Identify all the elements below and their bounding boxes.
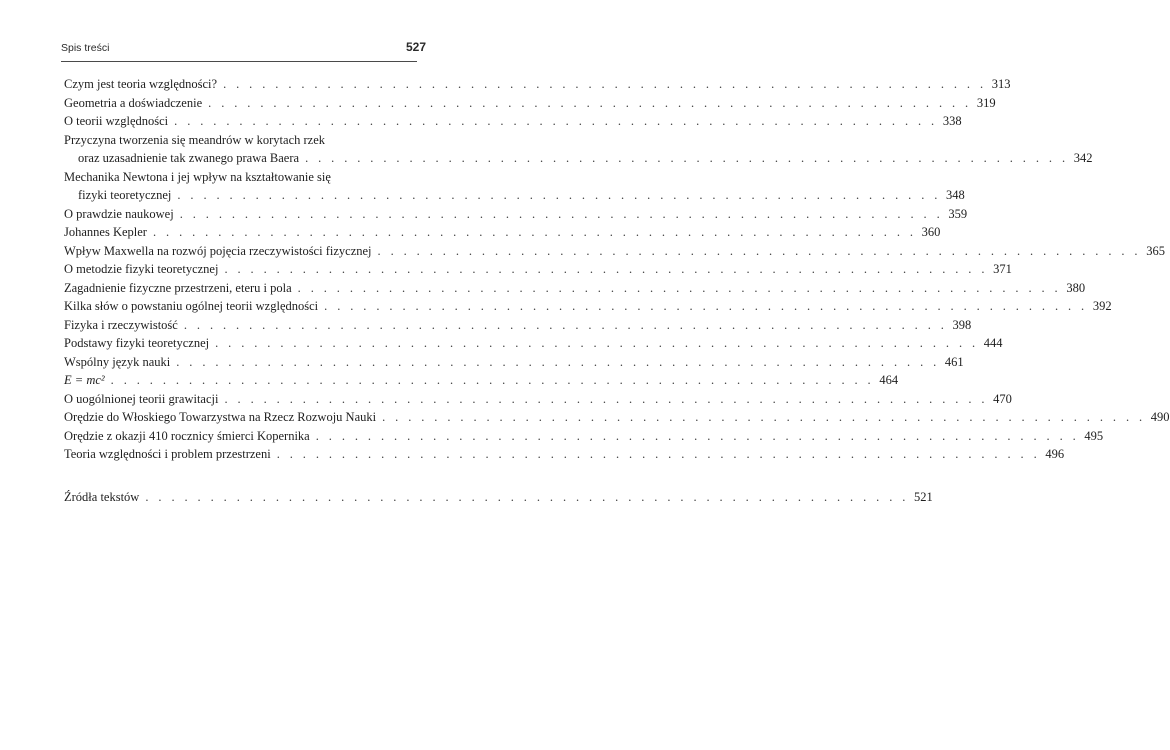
- toc-entry-page: 360: [921, 225, 941, 239]
- toc-line: [64, 260, 1012, 279]
- toc-line: [64, 186, 965, 205]
- dot-leader: . . . . . . . . . . . . . . . . . . . . . . . . . . . . . . . . . . . . . . . . . . . . . . . . . . . . . . . . . . .: [174, 114, 938, 128]
- dot-leader: . . . . . . . . . . . . . . . . . . . . . . . . . . . . . . . . . . . . . . . . . . . . . . . . . . . . . . . . . . .: [110, 373, 875, 387]
- toc-entry: [64, 94, 996, 113]
- toc-entry-title: fizyki teoretycznej: [78, 188, 172, 202]
- toc-line: [64, 131, 416, 150]
- toc-entry-page: 470: [993, 391, 1012, 406]
- toc-entry-title: Wpływ Maxwella na rozwój pojęcia rzeczywistości fizycznej: [64, 243, 372, 258]
- toc-entry-title: Kilka słów o powstaniu ogólnej teorii względności: [64, 299, 319, 313]
- toc-entry-page: 371: [993, 262, 1012, 276]
- toc-entry-title: Zagadnienie fizyczne przestrzeni, eteru i pola: [64, 280, 292, 295]
- dot-leader: . . . . . . . . . . . . . . . . . . . . . . . . . . . . . . . . . . . . . . . . . . . . . . . . . . . . . . . . . . .: [315, 428, 1080, 443]
- toc-line: [64, 445, 1065, 464]
- toc-entry-page: 521: [914, 489, 933, 504]
- running-head-title: Spis treści: [61, 42, 110, 54]
- toc-entry: [64, 408, 1170, 427]
- dot-leader: . . . . . . . . . . . . . . . . . . . . . . . . . . . . . . . . . . . . . . . . . . . . . . . . . . . . . . . . . . .: [208, 95, 972, 110]
- toc-entry-title: Geometria a doświadczenie: [64, 95, 203, 110]
- toc-entry: [64, 390, 1012, 409]
- toc-entry: [64, 75, 1011, 94]
- toc-entry: [64, 242, 1165, 261]
- toc-entry-page: 461: [944, 354, 964, 369]
- dot-leader: . . . . . . . . . . . . . . . . . . . . . . . . . . . . . . . . . . . . . . . . . . . . . . . . . . . . . . . . . . .: [382, 410, 1146, 424]
- toc-entry-title: Mechanika Newtona i jej wpływ na kształtowanie się: [64, 169, 331, 184]
- dot-leader: . . . . . . . . . . . . . . . . . . . . . . . . . . . . . . . . . . . . . . . . . . . . . . . . . . . . . . . . . . .: [177, 188, 941, 202]
- toc-entry-title: O teorii względności: [64, 114, 169, 128]
- toc-entry: [64, 353, 964, 372]
- toc-entry-title: Przyczyna tworzenia się meandrów w korytach rzek: [64, 132, 325, 147]
- toc-entry-title: Johannes Kepler: [64, 225, 147, 239]
- toc-entry-title: oraz uzasadnienie tak zwanego prawa Baera: [78, 151, 300, 165]
- toc-entry: [64, 279, 1086, 298]
- page-number: 527: [405, 40, 426, 54]
- toc-line: [64, 75, 1011, 94]
- table-of-contents: [64, 75, 1170, 506]
- toc-entry-page: 319: [976, 95, 996, 110]
- toc-line: [64, 205, 968, 224]
- toc-line: [64, 353, 964, 372]
- dot-leader: . . . . . . . . . . . . . . . . . . . . . . . . . . . . . . . . . . . . . . . . . . . . . . . . . . . . . . . . . . .: [224, 391, 988, 406]
- toc-entry-page: 464: [879, 373, 899, 387]
- toc-entry: [64, 297, 1112, 316]
- toc-line: [64, 279, 1086, 298]
- dot-leader: . . . . . . . . . . . . . . . . . . . . . . . . . . . . . . . . . . . . . . . . . . . . . . . . . . . . . . . . . . .: [145, 489, 909, 504]
- toc-entry-title: Podstawy fizyki teoretycznej: [64, 336, 210, 350]
- dot-leader: . . . . . . . . . . . . . . . . . . . . . . . . . . . . . . . . . . . . . . . . . . . . . . . . . . . . . . . . . . .: [176, 354, 940, 369]
- dot-leader: . . . . . . . . . . . . . . . . . . . . . . . . . . . . . . . . . . . . . . . . . . . . . . . . . . . . . . . . . . .: [179, 206, 944, 221]
- toc-line: [64, 223, 941, 242]
- toc-entry-title: O uogólnionej teorii grawitacji: [64, 391, 219, 406]
- toc-entry-page: 398: [952, 317, 972, 332]
- toc-entry-title: Fizyka i rzeczywistość: [64, 317, 178, 332]
- toc-entry-title: O metodzie fizyki teoretycznej: [64, 262, 219, 276]
- toc-line: [64, 94, 996, 113]
- dot-leader: . . . . . . . . . . . . . . . . . . . . . . . . . . . . . . . . . . . . . . . . . . . . . . . . . . . . . . . . . . .: [215, 336, 979, 350]
- toc-entry: [64, 131, 1093, 168]
- toc-line: [64, 316, 972, 335]
- header-rule: [61, 61, 417, 62]
- toc-line: [64, 390, 1012, 409]
- dot-leader: . . . . . . . . . . . . . . . . . . . . . . . . . . . . . . . . . . . . . . . . . . . . . . . . . . . . . . . . . . .: [223, 77, 987, 91]
- toc-entry-page: 342: [1073, 151, 1093, 165]
- toc-line: [64, 297, 1112, 316]
- toc-entry-title: Źródła tekstów: [64, 489, 140, 504]
- running-head: [61, 40, 426, 58]
- toc-entry-page: 380: [1066, 280, 1086, 295]
- toc-entry: [64, 205, 968, 224]
- toc-entry: [64, 260, 1012, 279]
- section-gap: [64, 464, 416, 488]
- toc-entry-title: Wspólny język nauki: [64, 354, 171, 369]
- toc-line: [64, 242, 1165, 261]
- toc-entry: [64, 316, 972, 335]
- toc-entry: [64, 334, 1003, 353]
- toc-line: [64, 427, 1104, 446]
- toc-entry: [64, 112, 962, 131]
- toc-entry-page: 365: [1146, 243, 1165, 258]
- toc-entry: [64, 223, 941, 242]
- toc-entry-page: 444: [983, 336, 1003, 350]
- toc-entry-page: 392: [1092, 299, 1112, 313]
- toc-entry-title: Orędzie z okazji 410 rocznicy śmierci Kopernika: [64, 428, 310, 443]
- toc-entry-page: 496: [1045, 447, 1065, 461]
- toc-line: [64, 149, 1093, 168]
- toc-line: [64, 334, 1003, 353]
- toc-entry-page: 313: [991, 77, 1011, 91]
- toc-entry: [64, 371, 899, 390]
- toc-entry-page: 338: [942, 114, 962, 128]
- dot-leader: . . . . . . . . . . . . . . . . . . . . . . . . . . . . . . . . . . . . . . . . . . . . . . . . . . . . . . . . . . .: [297, 280, 1062, 295]
- toc-entry-title: O prawdzie naukowej: [64, 206, 174, 221]
- toc-entry-title: Orędzie do Włoskiego Towarzystwa na Rzecz Rozwoju Nauki: [64, 410, 377, 424]
- dot-leader: . . . . . . . . . . . . . . . . . . . . . . . . . . . . . . . . . . . . . . . . . . . . . . . . . . . . . . . . . . .: [224, 262, 988, 276]
- toc-line: [64, 488, 933, 507]
- toc-entry-page: 495: [1084, 428, 1104, 443]
- toc-entry: [64, 427, 1104, 446]
- toc-entry-page: 359: [948, 206, 968, 221]
- toc-entry-page: 490: [1150, 410, 1170, 424]
- toc-line: [64, 112, 962, 131]
- dot-leader: . . . . . . . . . . . . . . . . . . . . . . . . . . . . . . . . . . . . . . . . . . . . . . . . . . . . . . . . . . .: [377, 243, 1141, 258]
- dot-leader: . . . . . . . . . . . . . . . . . . . . . . . . . . . . . . . . . . . . . . . . . . . . . . . . . . . . . . . . . . .: [276, 447, 1041, 461]
- toc-entry-title: Czym jest teoria względności?: [64, 77, 218, 91]
- toc-line: [64, 408, 1170, 427]
- toc-entry: [64, 445, 1065, 464]
- dot-leader: . . . . . . . . . . . . . . . . . . . . . . . . . . . . . . . . . . . . . . . . . . . . . . . . . . . . . . . . . . .: [324, 299, 1088, 313]
- toc-entry: [64, 168, 965, 205]
- dot-leader: . . . . . . . . . . . . . . . . . . . . . . . . . . . . . . . . . . . . . . . . . . . . . . . . . . . . . . . . . . .: [183, 317, 948, 332]
- dot-leader: . . . . . . . . . . . . . . . . . . . . . . . . . . . . . . . . . . . . . . . . . . . . . . . . . . . . . . . . . . .: [305, 151, 1069, 165]
- toc-entry-title: Teoria względności i problem przestrzeni: [64, 447, 271, 461]
- toc-line: [64, 371, 899, 390]
- dot-leader: . . . . . . . . . . . . . . . . . . . . . . . . . . . . . . . . . . . . . . . . . . . . . . . . . . . . . . . . . . .: [152, 225, 917, 239]
- toc-entry-title: E = mc²: [64, 373, 105, 387]
- toc-entry-page: 348: [946, 188, 965, 202]
- toc-entry-sources: [64, 488, 933, 507]
- toc-line: [64, 168, 416, 187]
